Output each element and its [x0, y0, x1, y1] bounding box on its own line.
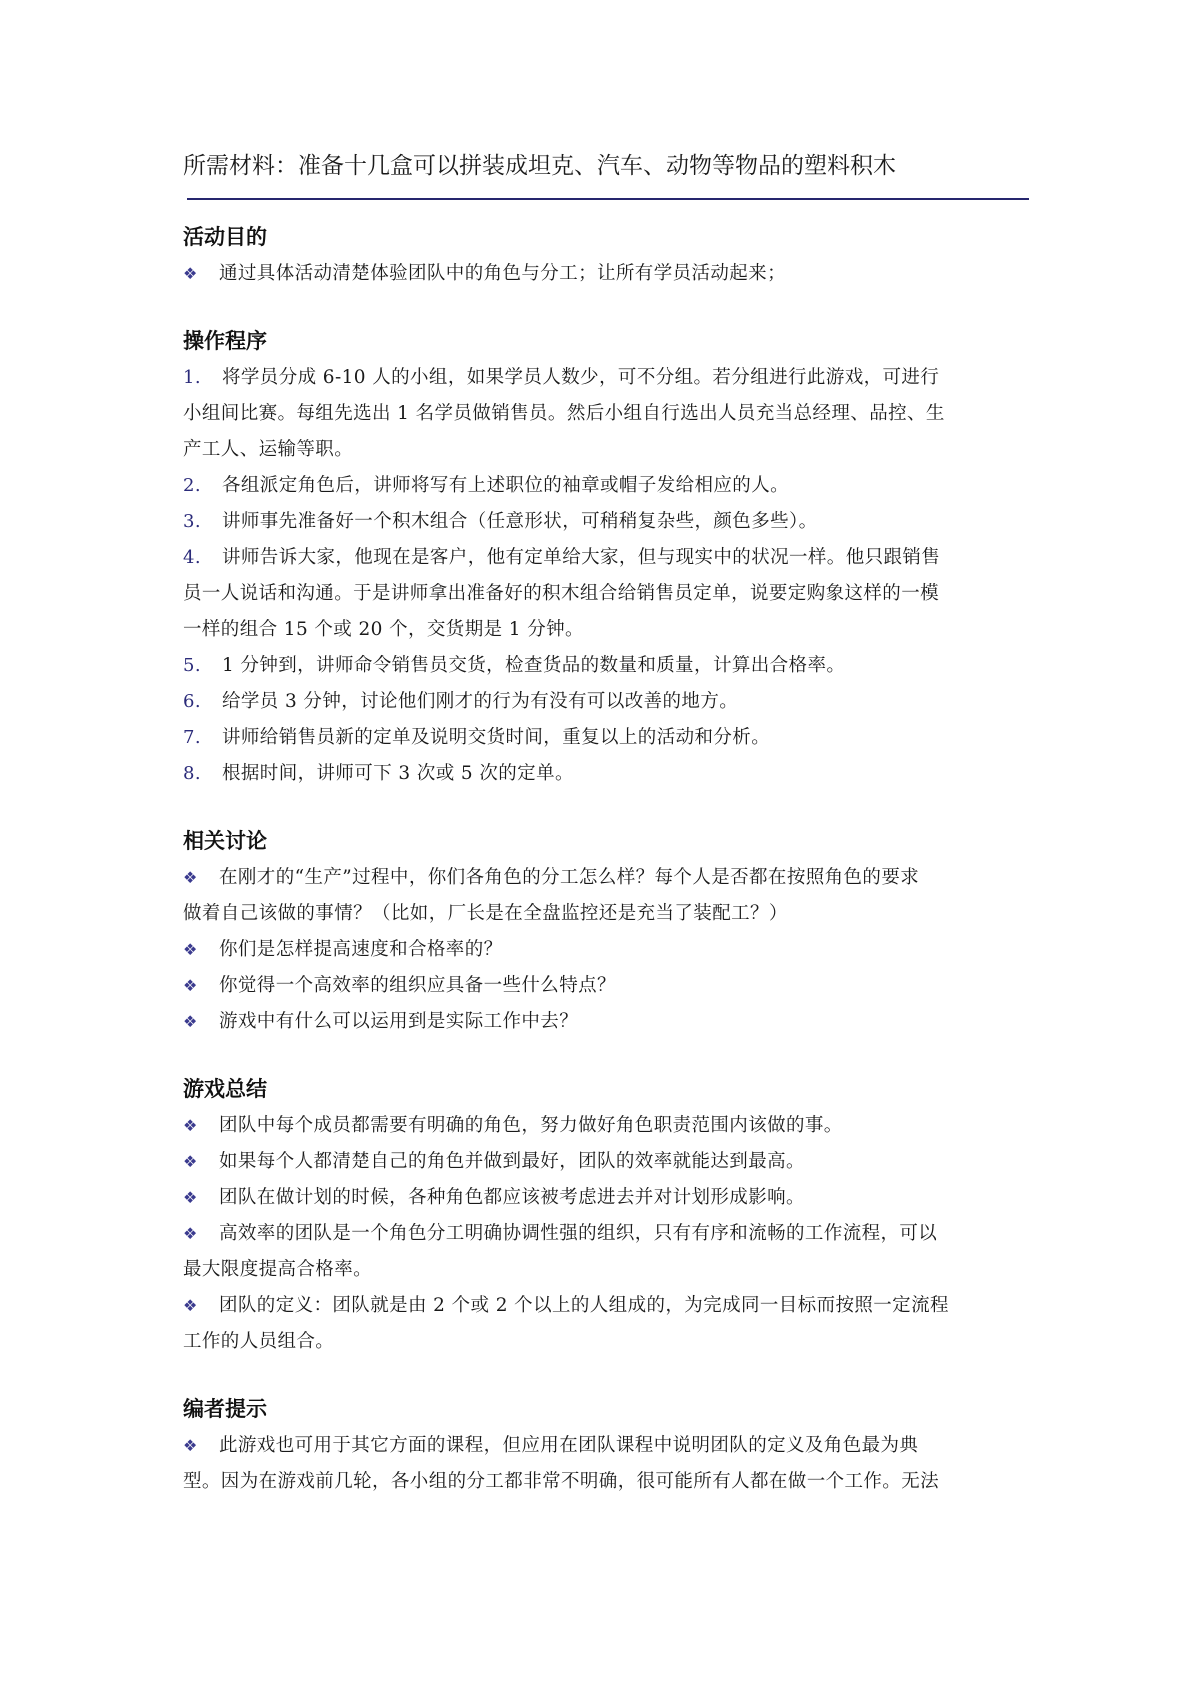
summary-item	[183, 1180, 1028, 1216]
line-text: 如果每个人都清楚自己的角色并做到最好，团队的效率就能达到最高。	[219, 1151, 805, 1172]
discussion-list	[183, 860, 1028, 1040]
document-page	[183, 150, 1028, 1500]
purpose-item	[183, 256, 1028, 292]
summary-item	[183, 1288, 1028, 1360]
procedure-step	[183, 540, 1028, 648]
section-title-discussion: 相关讨论	[183, 829, 267, 853]
line-text: 通过具体活动清楚体验团队中的角色与分工；让所有学员活动起来；	[219, 263, 787, 284]
section-procedure	[183, 326, 1028, 792]
section-discussion	[183, 826, 1028, 1040]
section-editor-note	[183, 1394, 1028, 1500]
diamond-bullet-icon: ❖	[183, 940, 198, 959]
procedure-step	[183, 756, 1028, 792]
procedure-step	[183, 648, 1028, 684]
diamond-bullet-icon: ❖	[183, 976, 198, 995]
step-number: 3.	[183, 511, 201, 532]
line-text: 型。因为在游戏前几轮，各小组的分工都非常不明确，很可能所有人都在做一个工作。无法	[183, 1471, 940, 1492]
procedure-step	[183, 468, 1028, 504]
line-text: 此游戏也可用于其它方面的课程，但应用在团队课程中说明团队的定义及角色最为典	[219, 1435, 919, 1456]
line-text: 讲师事先准备好一个积木组合（任意形状，可稍稍复杂些，颜色多些）。	[222, 511, 818, 532]
section-title-summary: 游戏总结	[183, 1077, 267, 1101]
line-text: 讲师给销售员新的定单及说明交货时间，重复以上的活动和分析。	[222, 727, 771, 748]
section-purpose	[183, 222, 1028, 292]
line-text: 游戏中有什么可以运用到是实际工作中去？	[219, 1011, 579, 1032]
line-text: 团队的定义：团队就是由 2 个或 2 个以上的人组成的，为完成同一目标而按照一定流程	[219, 1295, 949, 1316]
line-text: 在刚才的“生产”过程中，你们各角色的分工怎么样？每个人是否都在按照角色的要求	[219, 867, 920, 888]
diamond-bullet-icon: ❖	[183, 1152, 198, 1171]
line-text: 一样的组合 15 个或 20 个，交货期是 1 分钟。	[183, 619, 584, 640]
step-number: 7.	[183, 727, 201, 748]
diamond-bullet-icon: ❖	[183, 1436, 198, 1455]
editor-item	[183, 1428, 1028, 1500]
procedure-step	[183, 720, 1028, 756]
line-text: 根据时间，讲师可下 3 次或 5 次的定单。	[222, 763, 574, 784]
step-number: 2.	[183, 475, 201, 496]
line-text: 工作的人员组合。	[183, 1331, 335, 1352]
diamond-bullet-icon: ❖	[183, 1116, 198, 1135]
discussion-item	[183, 860, 1028, 932]
section-title-purpose: 活动目的	[183, 225, 267, 249]
summary-item	[183, 1144, 1028, 1180]
line-text: 你们是怎样提高速度和合格率的？	[219, 939, 503, 960]
line-text: 团队在做计划的时候，各种角色都应该被考虑进去并对计划形成影响。	[219, 1187, 805, 1208]
step-number: 8.	[183, 763, 201, 784]
line-text: 给学员 3 分钟，讨论他们刚才的行为有没有可以改善的地方。	[222, 691, 739, 712]
discussion-item	[183, 968, 1028, 1004]
discussion-item	[183, 1004, 1028, 1040]
line-text: 产工人、运输等职。	[183, 439, 354, 460]
step-number: 5.	[183, 655, 201, 676]
line-text: 团队中每个成员都需要有明确的角色，努力做好角色职责范围内该做的事。	[219, 1115, 843, 1136]
diamond-bullet-icon: ❖	[183, 1188, 198, 1207]
materials-line: 所需材料：准备十几盒可以拼装成坦克、汽车、动物等物品的塑料积木	[183, 153, 896, 179]
procedure-list	[183, 360, 1028, 792]
summary-item	[183, 1108, 1028, 1144]
line-text: 最大限度提高合格率。	[183, 1259, 373, 1280]
diamond-bullet-icon: ❖	[183, 868, 198, 887]
discussion-item	[183, 932, 1028, 968]
section-title-editor: 编者提示	[183, 1397, 267, 1421]
line-text: 高效率的团队是一个角色分工明确协调性强的组织，只有有序和流畅的工作流程，可以	[219, 1223, 938, 1244]
procedure-step	[183, 684, 1028, 720]
editor-list	[183, 1428, 1028, 1500]
line-text: 将学员分成 6-10 人的小组，如果学员人数少，可不分组。若分组进行此游戏，可进行	[222, 367, 940, 388]
diamond-bullet-icon: ❖	[183, 1296, 198, 1315]
section-summary	[183, 1074, 1028, 1360]
step-number: 4.	[183, 547, 201, 568]
line-text: 各组派定角色后，讲师将写有上述职位的袖章或帽子发给相应的人。	[222, 475, 790, 496]
summary-item	[183, 1216, 1028, 1288]
procedure-step	[183, 360, 1028, 468]
line-text: 做着自己该做的事情？（比如，厂长是在全盘监控还是充当了装配工？）	[183, 903, 788, 924]
line-text: 你觉得一个高效率的组织应具备一些什么特点？	[219, 975, 616, 996]
diamond-bullet-icon: ❖	[183, 1224, 198, 1243]
diamond-bullet-icon: ❖	[183, 264, 198, 283]
summary-list	[183, 1108, 1028, 1360]
line-text: 1 分钟到，讲师命令销售员交货，检查货品的数量和质量，计算出合格率。	[222, 655, 846, 676]
procedure-step	[183, 504, 1028, 540]
purpose-list	[183, 256, 1028, 292]
step-number: 1.	[183, 367, 201, 388]
step-number: 6.	[183, 691, 201, 712]
line-text: 员一人说话和沟通。于是讲师拿出准备好的积木组合给销售员定单，说要定购象这样的一模	[183, 583, 940, 604]
section-title-procedure: 操作程序	[183, 329, 267, 353]
line-text: 讲师告诉大家，他现在是客户，他有定单给大家，但与现实中的状况一样。他只跟销售	[222, 547, 941, 568]
horizontal-rule	[187, 198, 1029, 200]
line-text: 小组间比赛。每组先选出 1 名学员做销售员。然后小组自行选出人员充当总经理、品控、生	[183, 403, 945, 424]
diamond-bullet-icon: ❖	[183, 1012, 198, 1031]
